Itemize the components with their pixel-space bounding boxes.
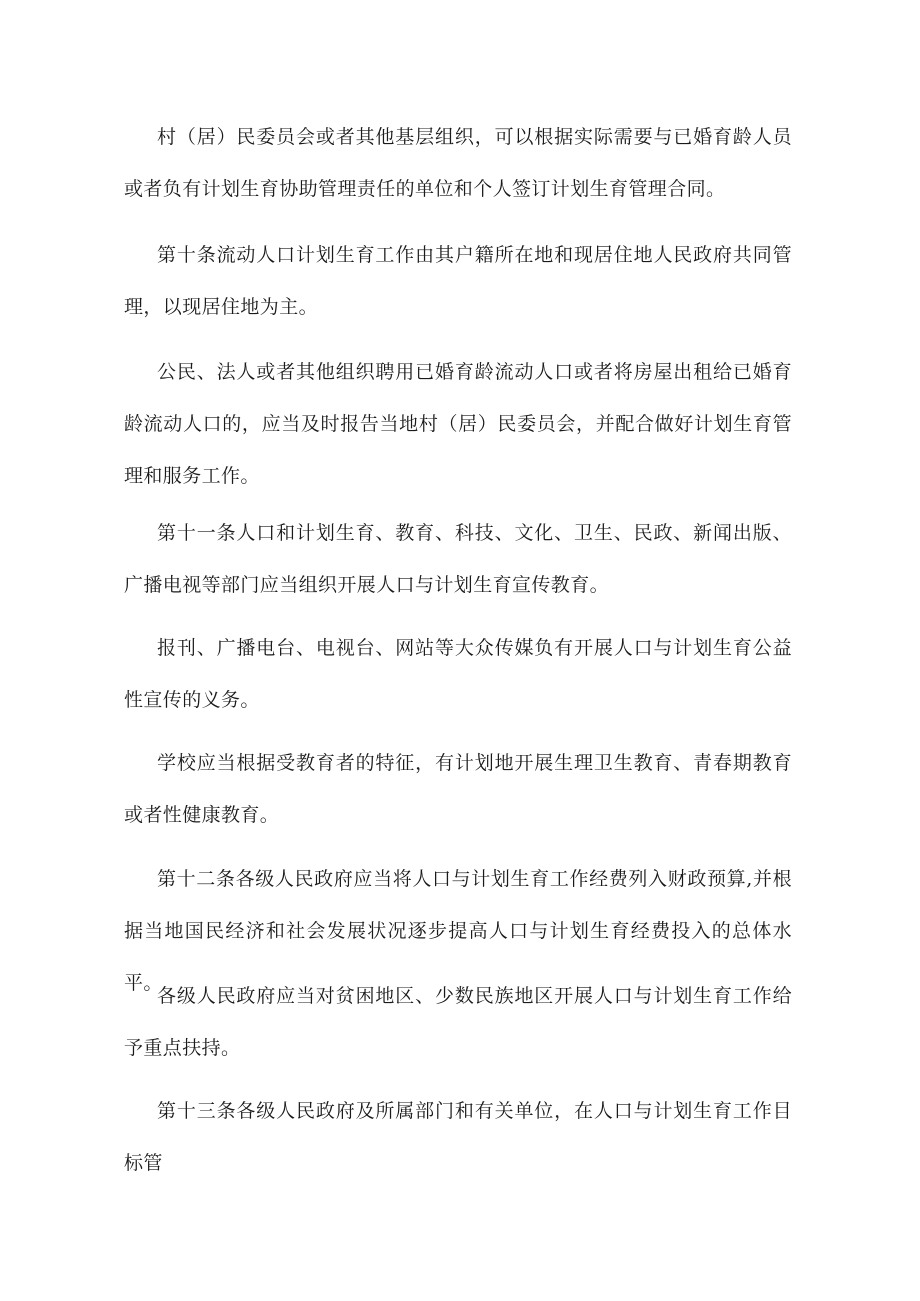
paragraph-village-committee-contract: 村（居）民委员会或者其他基层组织，可以根据实际需要与已婚育龄人员或者负有计划生育协助管理责任的单位和个人签订计划生育管理合同。 bbox=[124, 126, 792, 200]
paragraph-article-13: 第十三条各级人民政府及所属部门和有关单位，在人口与计划生育工作目标管 bbox=[124, 1100, 792, 1174]
paragraph-school-education: 学校应当根据受教育者的特征，有计划地开展生理卫生教育、青春期教育或者性健康教育。 bbox=[124, 752, 792, 826]
paragraph-media-obligation: 报刊、广播电台、电视台、网站等大众传媒负有开展人口与计划生育公益性宣传的义务。 bbox=[124, 637, 792, 711]
paragraph-article-10: 第十条流动人口计划生育工作由其户籍所在地和现居住地人民政府共同管理，以现居住地为主。 bbox=[124, 244, 792, 318]
paragraph-article-12: 第十二条各级人民政府应当将人口与计划生育工作经费列入财政预算,并根据当地国民经济和社会发展状况逐步提高人口与计划生育经费投入的总体水平。 bbox=[124, 868, 792, 994]
paragraph-article-11: 第十一条人口和计划生育、教育、科技、文化、卫生、民政、新闻出版、广播电视等部门应当组织开展人口与计划生育宣传教育。 bbox=[124, 522, 792, 596]
paragraph-poverty-support: 各级人民政府应当对贫困地区、少数民族地区开展人口与计划生育工作给予重点扶持。 bbox=[124, 985, 792, 1059]
paragraph-employer-landlord-report: 公民、法人或者其他组织聘用已婚育龄流动人口或者将房屋出租给已婚育龄流动人口的，应当及时报告当地村（居）民委员会，并配合做好计划生育管理和服务工作。 bbox=[124, 361, 792, 487]
